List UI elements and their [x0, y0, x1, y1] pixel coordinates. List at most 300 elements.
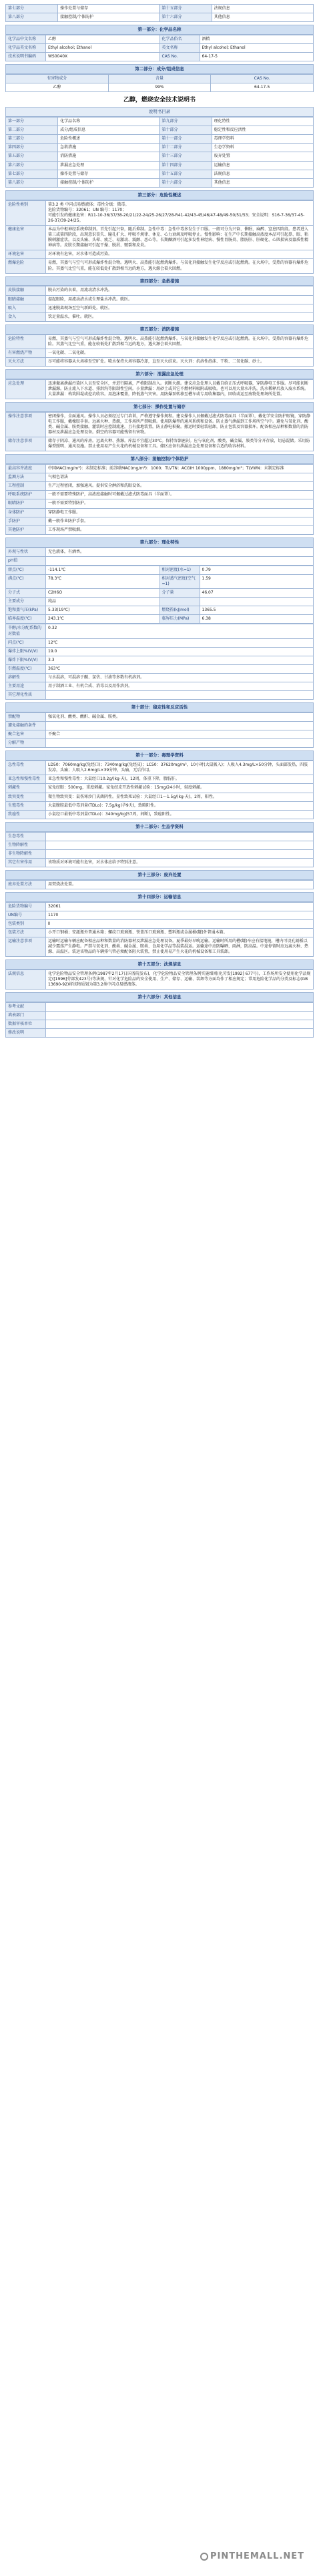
- section13-heading: 第十三部分：废弃处置: [5, 870, 314, 880]
- section9-label: 分子量: [160, 589, 200, 598]
- section9-value: 12℃: [46, 638, 314, 647]
- section9-value: 用于制酒工业、有机合成、消毒以及用作溶剂。: [46, 682, 314, 691]
- section5-table: [5, 335, 314, 367]
- section12-heading: 第十二部分：生态学资料: [5, 822, 314, 832]
- section11-label: 生殖毒性: [6, 801, 46, 810]
- section10-label: 分解产物: [6, 739, 46, 748]
- section9-label: 外观与性状: [6, 548, 46, 556]
- section6-label: 应急处理: [6, 379, 46, 399]
- section9-row: [6, 556, 314, 565]
- toc-row: [6, 178, 314, 187]
- section3-table: [5, 200, 314, 274]
- sec1-value: Ethyl alcohol; Ethanol: [46, 44, 160, 53]
- section9-value: 1365.5: [200, 606, 314, 615]
- section9-prop-row: [6, 566, 314, 574]
- section11-row: [6, 761, 314, 775]
- section12-row: [6, 832, 314, 841]
- section9-label: pH值: [6, 556, 46, 565]
- section4-heading: 第四部分：急救措施: [5, 276, 314, 286]
- section5-row: [6, 357, 314, 366]
- section15-heading: 第十五部分：法规信息: [5, 959, 314, 970]
- section16-row: [6, 1020, 314, 1029]
- section8-row: [6, 508, 314, 517]
- section14-heading: 第十四部分：运输信息: [5, 892, 314, 902]
- section12-value: [46, 849, 314, 858]
- section13-label: 废弃处置方法: [6, 880, 46, 889]
- section5-label: 灭火方法: [6, 357, 46, 366]
- section8-label: 眼睛防护: [6, 499, 46, 508]
- section5-heading: 第五部分：消防措施: [5, 325, 314, 335]
- section9-row: [6, 664, 314, 673]
- section9-row: [6, 656, 314, 664]
- section11-value: LD50：7060mg/kg(兔经口)；7340mg/kg(兔经皮)；LC50：37620mg/m³，10小时(大鼠吸入)；人吸入4.3mg/L×50分钟，头面部发热，四肢发凉，头痛；人吸入2.6mg/L×39分钟，头痛，无后作用。: [46, 761, 314, 775]
- section9-label: 相对蒸气密度(空气=1): [160, 574, 200, 588]
- section11-row: [6, 810, 314, 819]
- section8-row: [6, 525, 314, 534]
- sec1-value: 酒精: [200, 35, 314, 43]
- toc-part: 第二部分: [6, 126, 58, 135]
- document-title: 乙醇，燃烧安全技术说明书: [123, 97, 196, 104]
- section3-value: 易燃，其蒸气与空气可形成爆炸性混合物。遇明火、高热能引起燃烧爆炸。与氧化剂接触发生化学反应或引起燃烧。在火场中，受热的容器有爆炸危险。其蒸气比空气重，能在较低处扩散到相当远的地方，遇火源会着火回燃。: [46, 259, 314, 273]
- toc-top-part: 第八部分: [6, 13, 58, 22]
- section16-table: [5, 1002, 314, 1038]
- section11-row: [6, 793, 314, 801]
- section12-label: 其它有害作用: [6, 858, 46, 867]
- section9-value: [46, 691, 314, 700]
- toc-row: [6, 161, 314, 170]
- section8-row: [6, 491, 314, 499]
- toc-part: 第十五部分: [160, 170, 212, 178]
- section8-value: 戴一般作业防护手套。: [46, 517, 314, 525]
- sec1-label: 英文名称: [160, 44, 200, 53]
- section9-value: [200, 598, 314, 606]
- section4-row: [6, 295, 314, 304]
- toc-row: [6, 170, 314, 178]
- sec1-label: 化学品俗名: [160, 35, 200, 43]
- section16-value: [46, 1003, 314, 1012]
- sec1-label: 化学品英文名称: [6, 44, 46, 53]
- section9-value: 与水混溶，可混溶于醚、氯仿、甘油等多数有机溶剂。: [46, 673, 314, 682]
- toc-top-title: 法规信息: [212, 5, 313, 13]
- section9-row: [6, 548, 314, 556]
- section7-row: [6, 437, 314, 451]
- section8-row: [6, 517, 314, 525]
- section9-value: 46.07: [200, 589, 314, 598]
- toc-row: [6, 135, 314, 144]
- toc-title: 法规信息: [212, 170, 313, 178]
- section9-value: 243.1℃: [46, 615, 160, 624]
- msds-page: [0, 0, 319, 1044]
- sec2-cell-2: 99%: [108, 83, 211, 92]
- sec1-label: 技术说明书编码: [6, 53, 46, 61]
- section3-heading: 第三部分：危险性概述: [5, 190, 314, 200]
- toc-title: 接触控制/个体防护: [58, 178, 160, 187]
- section16-heading: 第十六部分：其他信息: [5, 992, 314, 1002]
- toc-title: 化学品名称: [58, 118, 160, 126]
- sec1-label: CAS No.: [160, 53, 200, 61]
- section4-row: [6, 286, 314, 295]
- toc-title: 其他信息: [212, 178, 313, 187]
- section10-row: [6, 722, 314, 730]
- section8-value: 中国MAC(mg/m³)：未制定标准；前苏联MAC(mg/m³)：1000；TLVTN：ACGIH 1000ppm，1880mg/m³；TLVWN：未制定标准: [46, 465, 314, 473]
- section8-row: [6, 473, 314, 482]
- section16-value: [46, 1020, 314, 1029]
- section9-label: 熔点(℃): [6, 566, 46, 574]
- section9-value: C2H6O: [46, 589, 160, 598]
- section11-value: 小鼠经口最低中毒剂量(TDLo)：340mg/kg(57周，间断)，致癌阳性。: [46, 810, 314, 819]
- section3-row: [6, 200, 314, 225]
- section9-value: 1.59: [200, 574, 314, 588]
- section9-row: [6, 647, 314, 656]
- section9-label: 辛醇/水分配系数的对数值: [6, 624, 46, 638]
- sec2-header-3: CAS No.: [211, 75, 314, 83]
- section8-value: 生产过程密闭，加强通风。提供安全淋浴和洗眼设备。: [46, 482, 314, 491]
- section8-label: 手防护: [6, 517, 46, 525]
- section9-value: 19.0: [46, 647, 314, 656]
- section8-label: 最高容许浓度: [6, 465, 46, 473]
- section14-value: 1170: [46, 911, 314, 919]
- toc-top-row: [6, 13, 314, 22]
- section9-value: 78.3℃: [46, 574, 160, 588]
- sec2-cell-1: 乙醇: [6, 83, 109, 92]
- section4-value: 迅速脱离现场至空气新鲜处。就医。: [46, 304, 314, 312]
- section14-value: 32061: [46, 902, 314, 911]
- section11-row: [6, 801, 314, 810]
- toc-title: 危险性概述: [58, 135, 160, 144]
- section9-label: 闪点(℃): [6, 638, 46, 647]
- section9-value: [46, 556, 314, 565]
- sections-container: [5, 190, 314, 1038]
- section9-label: 爆炸上限%(V/V): [6, 647, 46, 656]
- toc-title: 废弃处置: [212, 152, 313, 161]
- section9-props-table: [5, 566, 314, 624]
- toc-title: 泄漏应急处理: [58, 161, 160, 170]
- section9-label: 分子式: [6, 589, 46, 598]
- section10-row: [6, 713, 314, 722]
- section11-label: 致突变性: [6, 793, 46, 801]
- toc-title: 理化特性: [212, 118, 313, 126]
- section14-label: 包装类别: [6, 919, 46, 928]
- section7-table: [5, 412, 314, 452]
- section8-row: [6, 499, 314, 508]
- sec1-value: 64-17-5: [200, 53, 314, 61]
- section11-row: [6, 775, 314, 784]
- section10-value: [46, 739, 314, 748]
- section5-row: [6, 349, 314, 357]
- section10-row: [6, 739, 314, 748]
- section9-row: [6, 691, 314, 700]
- section9-row: [6, 682, 314, 691]
- section9-value: 363℃: [46, 664, 314, 673]
- section8-row: [6, 465, 314, 473]
- toc-part: 第十部分: [160, 126, 212, 135]
- section4-label: 吸入: [6, 304, 46, 312]
- section6-heading: 第六部分：泄漏应急处理: [5, 369, 314, 379]
- section16-row: [6, 1012, 314, 1020]
- sec2-header-2: 含量: [108, 75, 211, 83]
- toc-part: 第四部分: [6, 144, 58, 152]
- section10-heading: 第十部分：稳定性和反应活性: [5, 702, 314, 712]
- section11-label: 亚急性和慢性毒性: [6, 775, 46, 784]
- sec2-header-1: 有害物成分: [6, 75, 109, 83]
- section3-label: 燃爆危险: [6, 259, 46, 273]
- section8-value: 一般不需要特殊防护，高浓度接触时可佩戴过滤式防毒面具（半面罩）。: [46, 491, 314, 499]
- section12-value: [46, 841, 314, 849]
- section6-table: [5, 379, 314, 399]
- toc-part: 第五部分: [6, 152, 58, 161]
- section12-label: 非生物降解性: [6, 849, 46, 858]
- section10-row: [6, 730, 314, 739]
- section9-label: 沸点(℃): [6, 574, 46, 588]
- toc-title: 运输信息: [212, 161, 313, 170]
- section14-value: 运输时运输车辆应配备相应品种和数量的消防器材及泄漏应急处理设备。夏季最好早晚运输。运输时所用的槽(罐)车应有接地链，槽内可设孔隔板以减少震荡产生静电。严禁与氧化剂、酸类、碱金属、胺类、食用化学品等混装混运。运输途中应防曝晒、雨淋，防高温。中途停留时应远离火种、热源、高温区。装运该物品的车辆排气管必须配备阻火装置，禁止使用易产生火花的机械设备和工具装卸。: [46, 937, 314, 956]
- section5-value: 尽可能将容器从火场移至空旷处。喷水保持火场容器冷却，直至灭火结束。灭火剂：抗溶性泡沫、干粉、二氧化碳、砂土。: [46, 357, 314, 366]
- toc-part: 第九部分: [160, 118, 212, 126]
- section10-value: 强氧化剂、酸类、酸酐、碱金属、胺类。: [46, 713, 314, 722]
- section7-row: [6, 412, 314, 437]
- sec2-cell-3: 64-17-5: [211, 83, 314, 92]
- section8-heading: 第八部分：接触控制/个体防护: [5, 454, 314, 464]
- toc-row: [6, 118, 314, 126]
- section9-label: [160, 598, 200, 606]
- section9-row: [6, 673, 314, 682]
- section11-row: [6, 784, 314, 793]
- section5-row: [6, 335, 314, 349]
- section16-label: 填表部门: [6, 1012, 46, 1020]
- section14-label: 危险货物编号: [6, 902, 46, 911]
- section5-label: 危险特性: [6, 335, 46, 349]
- section7-label: 储存注意事项: [6, 437, 46, 451]
- section1-table: [5, 35, 314, 61]
- section3-label: 危险性类别: [6, 200, 46, 225]
- section5-label: 有害燃烧产物: [6, 349, 46, 357]
- section9-table: [5, 548, 314, 566]
- section8-label: 其他防护: [6, 525, 46, 534]
- section9-prop-row: [6, 598, 314, 606]
- section11-value: 家兔经眼：500mg，重度刺激。家兔经皮开放性刺激试验：15mg/24小时，轻度刺激。: [46, 784, 314, 793]
- section5-value: 一氧化碳、二氧化碳。: [46, 349, 314, 357]
- section8-label: 身体防护: [6, 508, 46, 517]
- section3-value: 本品为中枢神经系统抑制剂。首先引起兴奋，随后抑制。急性中毒：急性中毒多发生于口服。一般可分为兴奋、催眠、麻醉、窒息四阶段。患者进入第三或第四阶段，出现意识丧失、瞳孔扩大、呼吸不规律、休克、心力衰竭及呼吸停止。慢性影响：在生产中长期接触高浓度本品可引起鼻、眼、粘膜刺激症状，以及头痛、头晕、疲乏、易激动、震颤、恶心等。长期酗酒可引起多发性神经病、慢性胃肠炎、脂肪肝、肝硬化、心肌损害及器质性精神病等。皮肤长期接触可引起干燥、脱屑、皲裂和皮炎。: [46, 225, 314, 250]
- section11-value: 亚急性和慢性毒性：大鼠经口10.2g/(kg·天)，12周，体重下降，脂肪肝。: [46, 775, 314, 784]
- section15-value: 化学危险物品安全管理条例(1987年2月17日国务院发布)，化学危险物品安全管理条例实施细则(化劳发[1992] 677号)，工作场所安全使用化学品规定([1996]劳部发423号)等法规，针对化学危险品的安全使用、生产、储存、运输、装卸等方面均作了相应规定；常用危险化学品的分类及标志(GB 13690-92)将该物质划为第3.2类中闪点易燃液体。: [46, 970, 314, 990]
- section8-row: [6, 482, 314, 491]
- section9-label: 主要用途: [6, 682, 46, 691]
- section3-value: 对环境有危害，对水体可造成污染。: [46, 250, 314, 259]
- section9-label: 主要成分: [6, 598, 46, 606]
- section9-label: 其它理化性质: [6, 691, 46, 700]
- section14-label: 运输注意事项: [6, 937, 46, 956]
- section9-prop-row: [6, 606, 314, 615]
- sec1-row: [6, 44, 314, 53]
- section4-label: 皮肤接触: [6, 286, 46, 295]
- section16-value: [46, 1029, 314, 1038]
- section3-row: [6, 259, 314, 273]
- sec1-value: 乙醇: [46, 35, 160, 43]
- section16-label: 数据审核单位: [6, 1020, 46, 1029]
- section8-table: [5, 464, 314, 535]
- section7-label: 操作注意事项: [6, 412, 46, 437]
- section14-row: [6, 902, 314, 911]
- toc-top-part: 第十六部分: [160, 13, 212, 22]
- section14-value: Ⅱ: [46, 919, 314, 928]
- section9-label: 相对密度(水=1): [160, 566, 200, 574]
- section5-value: 易燃，其蒸气与空气可形成爆炸性混合物。遇明火、高热能引起燃烧爆炸。与氧化剂接触发生化学反应或引起燃烧。在火场中，受热的容器有爆炸危险。其蒸气比空气重，能在较低处扩散到相当远的地方，遇火源会着火回燃。: [46, 335, 314, 349]
- section14-label: UN编号: [6, 911, 46, 919]
- toc-title: 生态学资料: [212, 144, 313, 152]
- section7-value: 储存于阴凉、通风的库房。远离火种、热源。库温不宜超过30℃。保持容器密封。应与氧化剂、酸类、碱金属、胺类等分开存放，切忌混储。采用防爆型照明、通风设施。禁止使用易产生火花的机械设备和工具。储区应备有泄漏应急处理设备和合适的收容材料。: [46, 437, 314, 451]
- section9-value: -114.1℃: [46, 566, 160, 574]
- toc-row: [6, 152, 314, 161]
- section8-label: 监测方法: [6, 473, 46, 482]
- toc-row: [6, 126, 314, 135]
- section10-label: 禁配物: [6, 713, 46, 722]
- section12-row: [6, 858, 314, 867]
- section9-value: 5.33(19℃): [46, 606, 160, 615]
- section4-label: 食入: [6, 312, 46, 321]
- toc-title: 操作处置与储存: [58, 170, 160, 178]
- section10-value: [46, 722, 314, 730]
- sec1-label: 化学品中文名称: [6, 35, 46, 43]
- section12-label: 生态毒性: [6, 832, 46, 841]
- section9-heading: 第九部分：理化特性: [5, 538, 314, 548]
- section16-label: 修改说明: [6, 1029, 46, 1038]
- section7-value: 密闭操作，全面通风。操作人员必须经过专门培训，严格遵守操作规程。建议操作人员佩戴过滤式防毒面具（半面罩），戴化学安全防护眼镜，穿防静电工作服，戴橡胶手套。远离火种、热源，工作场所严禁吸烟。使用防爆型的通风系统和设备。防止蒸气泄漏到工作场所空气中。避免与氧化剂、酸类、碱金属、胺类接触。灌装时应控制流速，且有接地装置，防止静电积聚。搬运时要轻装轻卸，防止包装及容器损坏。配备相应品种和数量的消防器材及泄漏应急处理设备。倒空的容器可能残留有害物。: [46, 412, 314, 437]
- section9-rest-table: [5, 624, 314, 700]
- section4-value: 脱去污染的衣着，用流动清水冲洗。: [46, 286, 314, 295]
- toc-row: [6, 144, 314, 152]
- section6-value: 迅速撤离泄漏污染区人员至安全区，并进行隔离，严格限制出入。切断火源。建议应急处理人员戴自给正压式呼吸器，穿防静电工作服。尽可能切断泄漏源。防止流入下水道、排洪沟等限制性空间。小量泄漏：用砂土或其它不燃材料吸附或吸收。也可以用大量水冲洗，洗水稀释后放入废水系统。大量泄漏：构筑围堤或挖坑收容。用泡沫覆盖，降低蒸气灾害。用防爆泵转移至槽车或专用收集器内，回收或运至废物处理场所处置。: [46, 379, 314, 399]
- section9-prop-row: [6, 574, 314, 588]
- section4-row: [6, 312, 314, 321]
- section14-row: [6, 928, 314, 937]
- toc-part: 第十一部分: [160, 135, 212, 144]
- toc-title: 成分/组成信息: [58, 126, 160, 135]
- section8-value: 一般不需要特别防护。: [46, 499, 314, 508]
- section16-row: [6, 1029, 314, 1038]
- section11-value: 微生物致突变：鼠伤寒沙门氏菌阴性。显性致死试验：大鼠经口1～1.5g/(kg·天)，2周，阳性。: [46, 793, 314, 801]
- watermark-text: PINTHEMALL.NET: [210, 2551, 305, 2561]
- section8-value: 穿防静电工作服。: [46, 508, 314, 517]
- section8-label: 呼吸系统防护: [6, 491, 46, 499]
- section14-row: [6, 919, 314, 928]
- section4-value: 提起眼睑，用流动清水或生理盐水冲洗。就医。: [46, 295, 314, 304]
- section9-label: 临界温度(℃): [6, 615, 46, 624]
- toc-part: 第十二部分: [160, 144, 212, 152]
- section4-label: 眼睛接触: [6, 295, 46, 304]
- section15-label: 法规信息: [6, 970, 46, 990]
- section13-row: [6, 880, 314, 889]
- section14-label: 包装方法: [6, 928, 46, 937]
- section15-table: [5, 970, 314, 990]
- toc-top-row: [6, 5, 314, 13]
- section8-value: 气相色谱法: [46, 473, 314, 482]
- toc-part: 第七部分: [6, 170, 58, 178]
- section9-label: 爆炸下限%(V/V): [6, 656, 46, 664]
- section9-label: 引燃温度(℃): [6, 664, 46, 673]
- section9-value: 0.79: [200, 566, 314, 574]
- section8-value: 工作现场严禁吸烟。: [46, 525, 314, 534]
- section10-label: 避免接触的条件: [6, 722, 46, 730]
- section11-label: 急性毒性: [6, 761, 46, 775]
- section3-value: 第3.2 类 中闪点易燃液体；毒性分级：微毒。 危险货物编号：32061；UN 编号：1170； 可能引发的健康危害：R11-10-36/37/38-20/21/22-24/25-26/27/28-R41-42/43-45/46/47-48/49-50/51/53；安全说明：S16-7-36/37-45-26-37/39-24/25。: [46, 200, 314, 225]
- toc-table: [5, 117, 314, 188]
- section15-row: [6, 970, 314, 990]
- watermark: [200, 2551, 304, 2563]
- toc-title: 稳定性和反应活性: [212, 126, 313, 135]
- toc-title: 消防措施: [58, 152, 160, 161]
- section12-table: [5, 832, 314, 867]
- toc-part: 第十三部分: [160, 152, 212, 161]
- section10-value: 不聚合: [46, 730, 314, 739]
- toc-title: 急救措施: [58, 144, 160, 152]
- section6-row: [6, 379, 314, 399]
- section13-table: [5, 880, 314, 889]
- section11-value: 大鼠腹腔最低中毒剂量(TDLo)：7.5g/kg(孕9天)，致畸阳性。: [46, 801, 314, 810]
- section4-row: [6, 304, 314, 312]
- section4-table: [5, 286, 314, 321]
- sec1-row: [6, 53, 314, 61]
- section9-label: 溶解性: [6, 673, 46, 682]
- toc-top-title: 其他信息: [212, 13, 313, 22]
- section3-row: [6, 225, 314, 250]
- section9-value: 无色液体，有酒香。: [46, 548, 314, 556]
- section1-heading: 第一部分：化学品名称: [5, 25, 314, 35]
- section14-row: [6, 937, 314, 956]
- section12-row: [6, 849, 314, 858]
- toc-top-title: 接触控制/个体防护: [58, 13, 160, 22]
- section16-label: 参考文献: [6, 1003, 46, 1012]
- section11-label: 刺激性: [6, 784, 46, 793]
- section3-label: 健康危害: [6, 225, 46, 250]
- section9-prop-row: [6, 589, 314, 598]
- section11-heading: 第十一部分：毒理学资料: [5, 750, 314, 761]
- watermark-logo-icon: [200, 2553, 208, 2561]
- sec1-row: [6, 35, 314, 43]
- sec1-value: WS0040X: [46, 53, 160, 61]
- toc-title: 说明书目录: [5, 107, 314, 117]
- section9-row: [6, 624, 314, 638]
- section14-table: [5, 902, 314, 957]
- toc-part: 第三部分: [6, 135, 58, 144]
- section2-table: [5, 74, 314, 92]
- toc-part: 第十六部分: [160, 178, 212, 187]
- section11-label: 致癌性: [6, 810, 46, 819]
- section13-value: 用焚烧法处置。: [46, 880, 314, 889]
- section10-table: [5, 712, 314, 748]
- section8-label: 工程控制: [6, 482, 46, 491]
- section9-value: 3.3: [46, 656, 314, 664]
- section9-row: [6, 638, 314, 647]
- sec1-value: Ethyl alcohol; Ethanol: [200, 44, 314, 53]
- section10-label: 聚合危害: [6, 730, 46, 739]
- section12-value: [46, 832, 314, 841]
- section9-label: 燃烧热(kJ/mol): [160, 606, 200, 615]
- section3-label: 环境危害: [6, 250, 46, 259]
- section12-row: [6, 841, 314, 849]
- toc-top-title: 操作处置与储存: [58, 5, 160, 13]
- section12-label: 生物降解性: [6, 841, 46, 849]
- section9-value: 纯品: [46, 598, 160, 606]
- section11-table: [5, 761, 314, 819]
- section12-value: 该物质对环境可能有危害，对水体应给予特别注意。: [46, 858, 314, 867]
- toc-part: 第十四部分: [160, 161, 212, 170]
- toc-part: 第六部分: [6, 161, 58, 170]
- section14-value: 小开口钢桶；安瓿瓶外普通木箱；螺纹口玻璃瓶、铁盖压口玻璃瓶、塑料瓶或金属桶(罐)外普通木箱。: [46, 928, 314, 937]
- section9-label: 饱和蒸气压(kPa): [6, 606, 46, 615]
- toc-top-table: [5, 4, 314, 22]
- section7-heading: 第七部分：操作处置与储存: [5, 402, 314, 412]
